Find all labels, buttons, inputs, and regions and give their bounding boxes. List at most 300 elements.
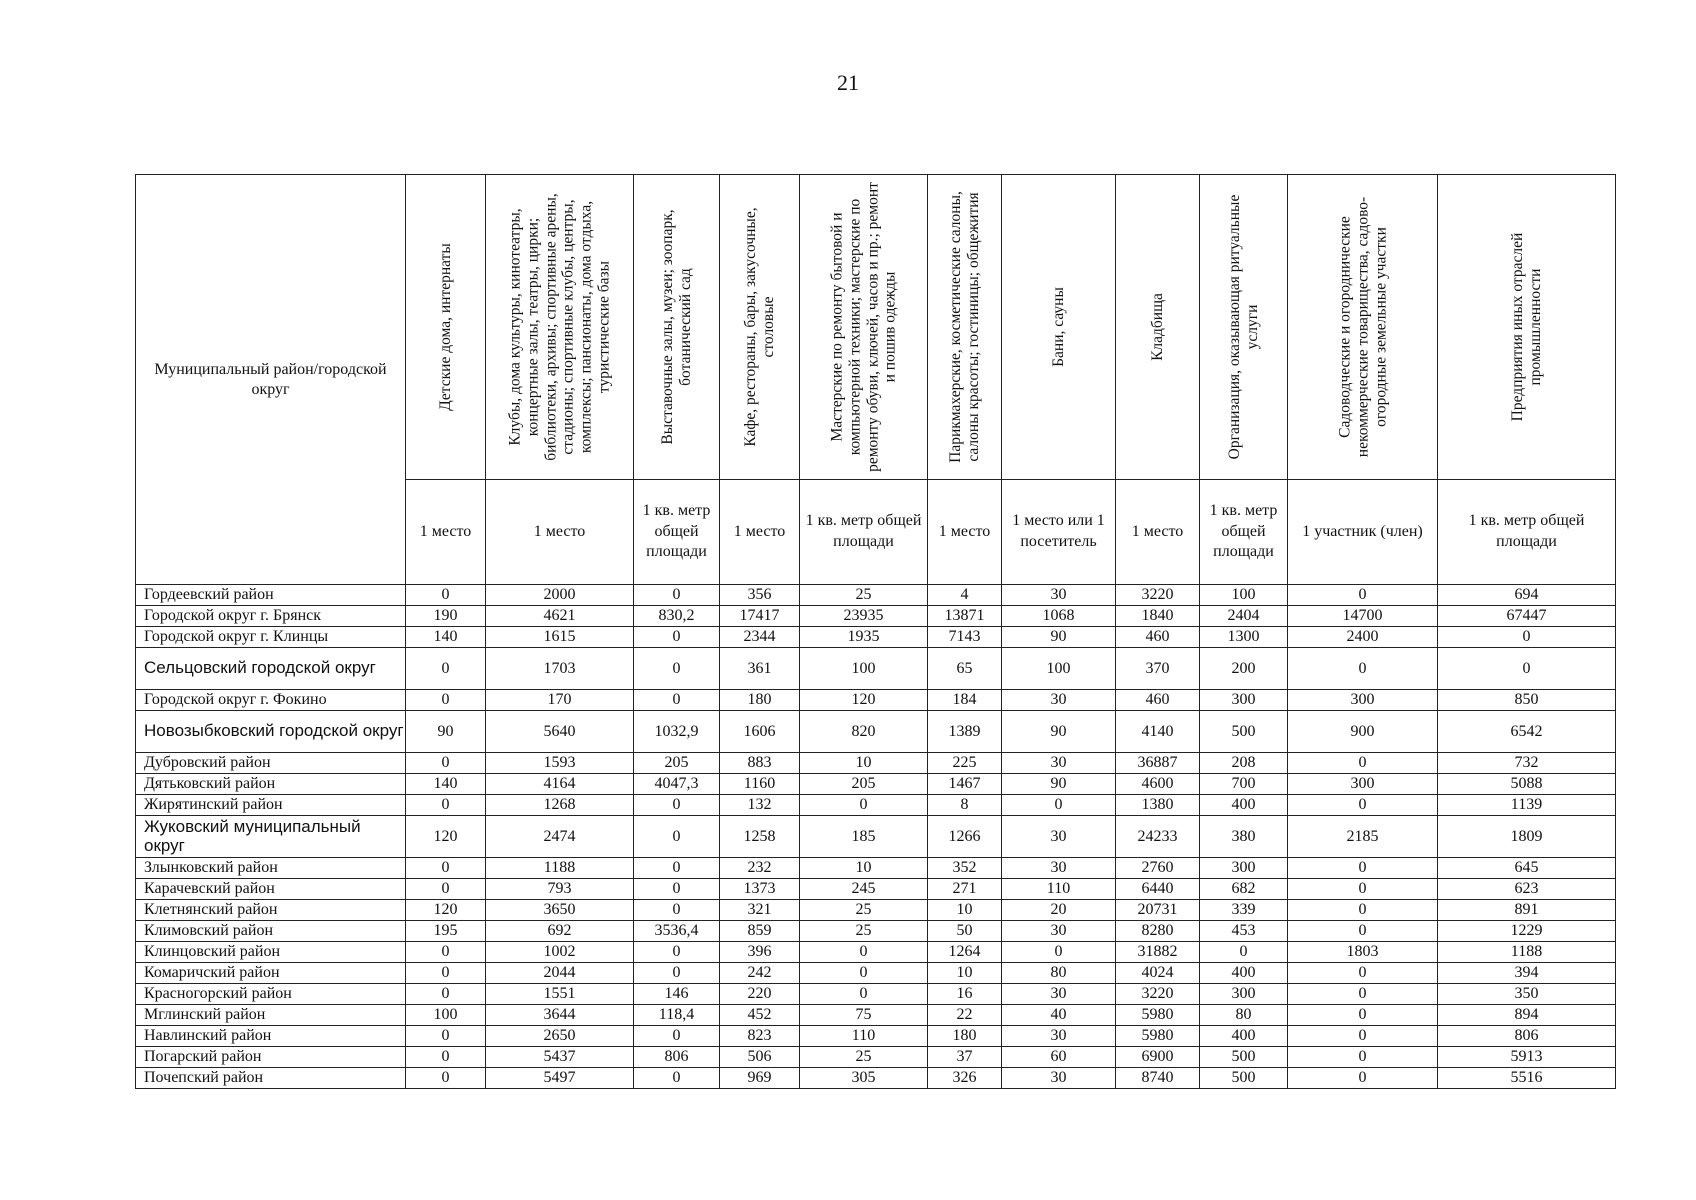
municipality-name-cell: Новозыбковский городской округ	[136, 711, 406, 753]
value-cell: 806	[634, 1047, 720, 1068]
value-cell: 0	[634, 858, 720, 879]
value-cell: 0	[800, 795, 928, 816]
municipality-name-cell: Городской округ г. Брянск	[136, 606, 406, 627]
value-cell: 120	[800, 690, 928, 711]
value-cell: 453	[1200, 921, 1288, 942]
value-cell: 7143	[928, 627, 1002, 648]
value-cell: 326	[928, 1068, 1002, 1089]
value-cell: 200	[1200, 648, 1288, 690]
column-header: Кладбища	[1116, 175, 1200, 480]
municipality-name-cell: Комаричский район	[136, 963, 406, 984]
value-cell: 20731	[1116, 900, 1200, 921]
value-cell: 220	[720, 984, 800, 1005]
table-row	[136, 1047, 1616, 1068]
value-cell: 225	[928, 753, 1002, 774]
value-cell: 2650	[486, 1026, 634, 1047]
value-cell: 400	[1200, 795, 1288, 816]
value-cell: 300	[1200, 690, 1288, 711]
value-cell: 300	[1288, 690, 1438, 711]
value-cell: 0	[406, 984, 486, 1005]
value-cell: 75	[800, 1005, 928, 1026]
value-cell: 10	[928, 900, 1002, 921]
value-cell: 0	[1002, 942, 1116, 963]
value-cell: 305	[800, 1068, 928, 1089]
value-cell: 0	[1438, 648, 1616, 690]
value-cell: 20	[1002, 900, 1116, 921]
value-cell: 60	[1002, 1047, 1116, 1068]
value-cell: 0	[634, 900, 720, 921]
value-cell: 396	[720, 942, 800, 963]
table-row	[136, 711, 1616, 753]
value-cell: 1606	[720, 711, 800, 753]
value-cell: 0	[1288, 984, 1438, 1005]
value-cell: 2000	[486, 585, 634, 606]
value-cell: 0	[1288, 879, 1438, 900]
value-cell: 30	[1002, 585, 1116, 606]
value-cell: 0	[1288, 585, 1438, 606]
value-cell: 1551	[486, 984, 634, 1005]
value-cell: 205	[634, 753, 720, 774]
value-cell: 820	[800, 711, 928, 753]
value-cell: 1373	[720, 879, 800, 900]
value-cell: 0	[1288, 900, 1438, 921]
value-cell: 0	[1288, 1068, 1438, 1089]
value-cell: 694	[1438, 585, 1616, 606]
table-row	[136, 648, 1616, 690]
municipality-name-cell: Гордеевский район	[136, 585, 406, 606]
value-cell: 350	[1438, 984, 1616, 1005]
value-cell: 0	[634, 690, 720, 711]
value-cell: 3650	[486, 900, 634, 921]
value-cell: 36887	[1116, 753, 1200, 774]
value-cell: 0	[406, 963, 486, 984]
value-cell: 0	[800, 963, 928, 984]
column-header: Парикмахерские, косметические салоны, салоны красоты; гостиницы; общежития	[928, 175, 1002, 480]
value-cell: 0	[406, 1068, 486, 1089]
value-cell: 300	[1288, 774, 1438, 795]
value-cell: 400	[1200, 1026, 1288, 1047]
value-cell: 300	[1200, 984, 1288, 1005]
municipality-name-cell: Городской округ г. Фокино	[136, 690, 406, 711]
table-row	[136, 921, 1616, 942]
value-cell: 3536,4	[634, 921, 720, 942]
value-cell: 1615	[486, 627, 634, 648]
value-cell: 0	[406, 795, 486, 816]
value-cell: 110	[1002, 879, 1116, 900]
value-cell: 1840	[1116, 606, 1200, 627]
table-row	[136, 900, 1616, 921]
municipality-name-cell: Карачевский район	[136, 879, 406, 900]
value-cell: 30	[1002, 816, 1116, 858]
value-cell: 1002	[486, 942, 634, 963]
unit-cell: 1 кв. метр общей площади	[1438, 480, 1616, 585]
municipality-name-cell: Мглинский район	[136, 1005, 406, 1026]
value-cell: 0	[1288, 1047, 1438, 1068]
value-cell: 195	[406, 921, 486, 942]
value-cell: 0	[634, 879, 720, 900]
value-cell: 823	[720, 1026, 800, 1047]
value-cell: 67447	[1438, 606, 1616, 627]
value-cell: 0	[634, 1026, 720, 1047]
value-cell: 0	[1288, 648, 1438, 690]
value-cell: 0	[634, 648, 720, 690]
value-cell: 900	[1288, 711, 1438, 753]
value-cell: 0	[634, 963, 720, 984]
value-cell: 500	[1200, 1047, 1288, 1068]
value-cell: 380	[1200, 816, 1288, 858]
table-row	[136, 1026, 1616, 1047]
municipality-name-cell: Злынковский район	[136, 858, 406, 879]
value-cell: 732	[1438, 753, 1616, 774]
value-cell: 1935	[800, 627, 928, 648]
value-cell: 645	[1438, 858, 1616, 879]
value-cell: 14700	[1288, 606, 1438, 627]
value-cell: 3644	[486, 1005, 634, 1026]
municipality-name-cell: Клетнянский район	[136, 900, 406, 921]
value-cell: 271	[928, 879, 1002, 900]
value-cell: 25	[800, 900, 928, 921]
column-header: Бани, сауны	[1002, 175, 1116, 480]
value-cell: 2760	[1116, 858, 1200, 879]
unit-cell: 1 место	[928, 480, 1002, 585]
municipality-name-cell: Навлинский район	[136, 1026, 406, 1047]
table-row	[136, 963, 1616, 984]
value-cell: 894	[1438, 1005, 1616, 1026]
value-cell: 242	[720, 963, 800, 984]
value-cell: 2344	[720, 627, 800, 648]
municipality-name-cell: Почепский район	[136, 1068, 406, 1089]
value-cell: 110	[800, 1026, 928, 1047]
value-cell: 5497	[486, 1068, 634, 1089]
value-cell: 0	[1288, 795, 1438, 816]
value-cell: 208	[1200, 753, 1288, 774]
value-cell: 400	[1200, 963, 1288, 984]
value-cell: 0	[1200, 942, 1288, 963]
unit-cell: 1 кв. метр общей площади	[634, 480, 720, 585]
municipality-name-cell: Дубровский район	[136, 753, 406, 774]
value-cell: 120	[406, 900, 486, 921]
value-cell: 13871	[928, 606, 1002, 627]
value-cell: 24233	[1116, 816, 1200, 858]
value-cell: 8280	[1116, 921, 1200, 942]
value-cell: 118,4	[634, 1005, 720, 1026]
value-cell: 1258	[720, 816, 800, 858]
municipality-name-cell: Дятьковский район	[136, 774, 406, 795]
value-cell: 25	[800, 585, 928, 606]
value-cell: 5640	[486, 711, 634, 753]
value-cell: 5437	[486, 1047, 634, 1068]
value-cell: 100	[800, 648, 928, 690]
value-cell: 8	[928, 795, 1002, 816]
municipality-name-cell: Погарский район	[136, 1047, 406, 1068]
value-cell: 6440	[1116, 879, 1200, 900]
statistics-table	[135, 174, 1616, 1089]
value-cell: 0	[1288, 1026, 1438, 1047]
unit-cell: 1 место	[1116, 480, 1200, 585]
value-cell: 361	[720, 648, 800, 690]
value-cell: 4621	[486, 606, 634, 627]
value-cell: 2404	[1200, 606, 1288, 627]
table-row	[136, 774, 1616, 795]
value-cell: 146	[634, 984, 720, 1005]
table-row	[136, 942, 1616, 963]
value-cell: 120	[406, 816, 486, 858]
value-cell: 500	[1200, 1068, 1288, 1089]
value-cell: 452	[720, 1005, 800, 1026]
table-row	[136, 858, 1616, 879]
value-cell: 883	[720, 753, 800, 774]
table-row	[136, 879, 1616, 900]
value-cell: 205	[800, 774, 928, 795]
table-row	[136, 1068, 1616, 1089]
value-cell: 0	[406, 1047, 486, 1068]
value-cell: 0	[406, 753, 486, 774]
value-cell: 1389	[928, 711, 1002, 753]
value-cell: 0	[634, 795, 720, 816]
value-cell: 692	[486, 921, 634, 942]
value-cell: 830,2	[634, 606, 720, 627]
municipality-header: Муниципальный район/городской округ	[136, 175, 406, 585]
column-header: Кафе, рестораны, бары, закусочные, столовые	[720, 175, 800, 480]
unit-cell: 1 место	[406, 480, 486, 585]
column-header: Детские дома, интернаты	[406, 175, 486, 480]
value-cell: 10	[928, 963, 1002, 984]
municipality-name-cell: Городской округ г. Клинцы	[136, 627, 406, 648]
value-cell: 4047,3	[634, 774, 720, 795]
value-cell: 8740	[1116, 1068, 1200, 1089]
value-cell: 17417	[720, 606, 800, 627]
value-cell: 180	[720, 690, 800, 711]
column-header: Предприятия иных отраслей промышленности	[1438, 175, 1616, 480]
table-row	[136, 1005, 1616, 1026]
municipality-name-cell: Клинцовский район	[136, 942, 406, 963]
value-cell: 100	[1002, 648, 1116, 690]
column-header: Клубы, дома культуры, кинотеатры, концертные залы, театры, цирки; библиотеки, архивы; спортивные арены, стадионы; спортивные клубы, центры, комплексы; пансионаты, дома отдыха, туристические базы	[486, 175, 634, 480]
value-cell: 5516	[1438, 1068, 1616, 1089]
value-cell: 300	[1200, 858, 1288, 879]
value-cell: 0	[406, 858, 486, 879]
value-cell: 2185	[1288, 816, 1438, 858]
value-cell: 850	[1438, 690, 1616, 711]
value-cell: 25	[800, 1047, 928, 1068]
value-cell: 30	[1002, 921, 1116, 942]
column-header: Садоводческие и огороднические некоммерческие товарищества, садово-огородные земельные участки	[1288, 175, 1438, 480]
value-cell: 1139	[1438, 795, 1616, 816]
municipality-name-cell: Жуковский муниципальный округ	[136, 816, 406, 858]
value-cell: 80	[1200, 1005, 1288, 1026]
value-cell: 321	[720, 900, 800, 921]
value-cell: 2400	[1288, 627, 1438, 648]
value-cell: 1032,9	[634, 711, 720, 753]
value-cell: 31882	[1116, 942, 1200, 963]
column-header: Выставочные залы, музеи; зоопарк, ботанический сад	[634, 175, 720, 480]
municipality-name-cell: Жирятинский район	[136, 795, 406, 816]
table-row	[136, 816, 1616, 858]
value-cell: 90	[406, 711, 486, 753]
value-cell: 100	[406, 1005, 486, 1026]
value-cell: 0	[634, 585, 720, 606]
value-cell: 0	[634, 1068, 720, 1089]
value-cell: 0	[1288, 753, 1438, 774]
value-cell: 460	[1116, 627, 1200, 648]
value-cell: 1300	[1200, 627, 1288, 648]
value-cell: 682	[1200, 879, 1288, 900]
value-cell: 0	[406, 1026, 486, 1047]
value-cell: 90	[1002, 627, 1116, 648]
value-cell: 0	[1288, 1005, 1438, 1026]
table-row	[136, 606, 1616, 627]
value-cell: 80	[1002, 963, 1116, 984]
value-cell: 806	[1438, 1026, 1616, 1047]
value-cell: 40	[1002, 1005, 1116, 1026]
value-cell: 4024	[1116, 963, 1200, 984]
value-cell: 6542	[1438, 711, 1616, 753]
value-cell: 339	[1200, 900, 1288, 921]
column-header: Организация, оказывающая ритуальные услуги	[1200, 175, 1288, 480]
unit-cell: 1 участник (член)	[1288, 480, 1438, 585]
value-cell: 1188	[486, 858, 634, 879]
value-cell: 3220	[1116, 984, 1200, 1005]
value-cell: 0	[634, 816, 720, 858]
unit-cell: 1 кв. метр общей площади	[800, 480, 928, 585]
value-cell: 700	[1200, 774, 1288, 795]
value-cell: 30	[1002, 690, 1116, 711]
municipality-name-cell: Климовский район	[136, 921, 406, 942]
value-cell: 6900	[1116, 1047, 1200, 1068]
value-cell: 1264	[928, 942, 1002, 963]
value-cell: 1160	[720, 774, 800, 795]
value-cell: 184	[928, 690, 1002, 711]
value-cell: 1268	[486, 795, 634, 816]
table-row	[136, 753, 1616, 774]
value-cell: 30	[1002, 858, 1116, 879]
value-cell: 1068	[1002, 606, 1116, 627]
value-cell: 10	[800, 753, 928, 774]
value-cell: 50	[928, 921, 1002, 942]
value-cell: 1593	[486, 753, 634, 774]
value-cell: 5980	[1116, 1005, 1200, 1026]
value-cell: 90	[1002, 774, 1116, 795]
value-cell: 170	[486, 690, 634, 711]
value-cell: 245	[800, 879, 928, 900]
value-cell: 132	[720, 795, 800, 816]
value-cell: 0	[406, 942, 486, 963]
value-cell: 506	[720, 1047, 800, 1068]
value-cell: 0	[800, 984, 928, 1005]
value-cell: 1703	[486, 648, 634, 690]
value-cell: 2044	[486, 963, 634, 984]
value-cell: 0	[634, 627, 720, 648]
value-cell: 5980	[1116, 1026, 1200, 1047]
value-cell: 1809	[1438, 816, 1616, 858]
column-header: Мастерские по ремонту бытовой и компьютерной техники; мастерские по ремонту обуви, ключей, часов и пр.; ремонт и пошив одежды	[800, 175, 928, 480]
value-cell: 4	[928, 585, 1002, 606]
value-cell: 185	[800, 816, 928, 858]
value-cell: 0	[1288, 858, 1438, 879]
value-cell: 1188	[1438, 942, 1616, 963]
value-cell: 793	[486, 879, 634, 900]
table-row	[136, 585, 1616, 606]
value-cell: 100	[1200, 585, 1288, 606]
value-cell: 25	[800, 921, 928, 942]
value-cell: 30	[1002, 753, 1116, 774]
value-cell: 190	[406, 606, 486, 627]
value-cell: 1380	[1116, 795, 1200, 816]
value-cell: 1467	[928, 774, 1002, 795]
value-cell: 16	[928, 984, 1002, 1005]
unit-cell: 1 место или 1 посетитель	[1002, 480, 1116, 585]
value-cell: 0	[406, 690, 486, 711]
value-cell: 90	[1002, 711, 1116, 753]
value-cell: 1229	[1438, 921, 1616, 942]
value-cell: 969	[720, 1068, 800, 1089]
value-cell: 5913	[1438, 1047, 1616, 1068]
value-cell: 23935	[800, 606, 928, 627]
value-cell: 37	[928, 1047, 1002, 1068]
value-cell: 232	[720, 858, 800, 879]
value-cell: 356	[720, 585, 800, 606]
value-cell: 4600	[1116, 774, 1200, 795]
value-cell: 394	[1438, 963, 1616, 984]
table-row	[136, 627, 1616, 648]
value-cell: 370	[1116, 648, 1200, 690]
value-cell: 10	[800, 858, 928, 879]
municipality-name-cell: Сельцовский городской округ	[136, 648, 406, 690]
value-cell: 0	[406, 648, 486, 690]
value-cell: 22	[928, 1005, 1002, 1026]
value-cell: 0	[1288, 921, 1438, 942]
value-cell: 30	[1002, 1068, 1116, 1089]
value-cell: 2474	[486, 816, 634, 858]
unit-cell: 1 место	[720, 480, 800, 585]
table-row	[136, 984, 1616, 1005]
value-cell: 623	[1438, 879, 1616, 900]
value-cell: 859	[720, 921, 800, 942]
value-cell: 0	[406, 585, 486, 606]
value-cell: 65	[928, 648, 1002, 690]
value-cell: 140	[406, 774, 486, 795]
value-cell: 0	[800, 942, 928, 963]
value-cell: 352	[928, 858, 1002, 879]
value-cell: 0	[1288, 963, 1438, 984]
value-cell: 140	[406, 627, 486, 648]
value-cell: 5088	[1438, 774, 1616, 795]
value-cell: 4140	[1116, 711, 1200, 753]
table-row	[136, 795, 1616, 816]
value-cell: 30	[1002, 1026, 1116, 1047]
value-cell: 460	[1116, 690, 1200, 711]
value-cell: 891	[1438, 900, 1616, 921]
value-cell: 0	[406, 879, 486, 900]
value-cell: 30	[1002, 984, 1116, 1005]
value-cell: 0	[634, 942, 720, 963]
value-cell: 0	[1438, 627, 1616, 648]
value-cell: 180	[928, 1026, 1002, 1047]
table-body	[136, 585, 1616, 1089]
value-cell: 1803	[1288, 942, 1438, 963]
header-row	[136, 175, 1616, 480]
unit-cell: 1 место	[486, 480, 634, 585]
value-cell: 1266	[928, 816, 1002, 858]
page-number: 21	[837, 70, 859, 95]
table-row	[136, 690, 1616, 711]
value-cell: 4164	[486, 774, 634, 795]
municipality-name-cell: Красногорский район	[136, 984, 406, 1005]
unit-cell: 1 кв. метр общей площади	[1200, 480, 1288, 585]
value-cell: 3220	[1116, 585, 1200, 606]
value-cell: 0	[1002, 795, 1116, 816]
value-cell: 500	[1200, 711, 1288, 753]
